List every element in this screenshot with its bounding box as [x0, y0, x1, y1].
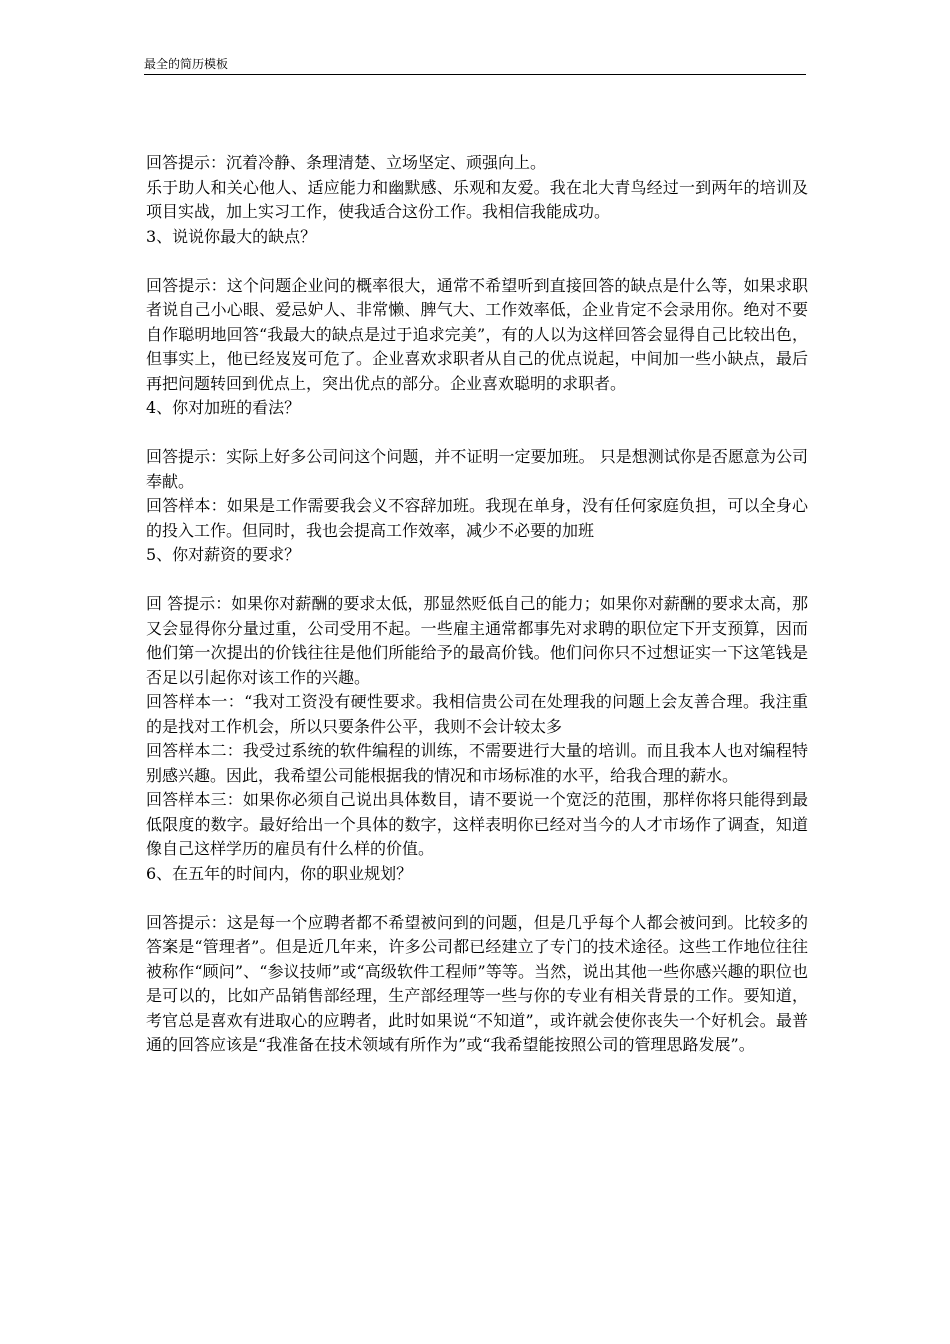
question-heading-4: 4、你对加班的看法？ [146, 398, 301, 417]
answer-sample-paragraph: 回答样本三：如果你必须自己说出具体数目，请不要说一个宽泛的范围，那样你将只能得到最低限度的数字。最好给出一个具体的数字，这样表明你已经对当今的人才市场作了调查，知道像自己这样学历的雇员有什么样的价值。 [146, 790, 808, 858]
page-header-title: 最全的简历模板 [144, 57, 229, 71]
answer-sample-paragraph: 回答样本：如果是工作需要我会义不容辞加班。我现在单身，没有任何家庭负担，可以全身心的投入工作。但同时，我也会提高工作效率，减少不必要的加班 [146, 496, 808, 540]
answer-sample-paragraph: 回答样本二：我受过系统的软件编程的训练，不需要进行大量的培训。而且我本人也对编程特别感兴趣。因此，我希望公司能根据我的情况和市场标准的水平，给我合理的薪水。 [146, 741, 808, 785]
question-heading-3: 3、说说你最大的缺点？ [146, 226, 317, 246]
answer-paragraph: 乐于助人和关心他人、适应能力和幽默感、乐观和友爱。我在北大青鸟经过一到两年的培训及项目实战，加上实习工作，使我适合这份工作。我相信我能成功。 [146, 177, 808, 221]
question-heading-6: 6、在五年的时间内，你的职业规划？ [146, 863, 413, 883]
header-divider [144, 74, 806, 75]
document-body [146, 151, 808, 1058]
question-heading-5: 5、你对薪资的要求？ [146, 545, 301, 564]
answer-hint-paragraph: 回答提示：沉着冷静、条理清楚、立场坚定、顽强向上。 [146, 153, 547, 172]
answer-hint-paragraph: 回答提示：这是每一个应聘者都不希望被问到的问题，但是几乎每个人都会被问到。比较多的答案是“管理者”。但是近几年来，许多公司都已经建立了专门的技术途径。这些工作地位往往被称作“顾问”、“参议技师”或“高级软件工程师”等等。当然，说出其他一些你感兴趣的职位也是可以的，比如产品销售部经理，生产部经理等一些与你的专业有相关背景的工作。要知道，考官总是喜欢有进取心的应聘者，此时如果说“不知道”，或许就会使你丧失一个好机会。最普通的回答应该是“我准备在技术领域有所作为”或“我希望能按照公司的管理思路发展”。 [146, 912, 808, 1054]
answer-sample-paragraph: 回答样本一：“我对工资没有硬性要求。我相信贵公司在处理我的问题上会友善合理。我注重的是找对工作机会，所以只要条件公平，我则不会计较太多 [146, 692, 808, 736]
answer-hint-paragraph: 回答提示：这个问题企业问的概率很大，通常不希望听到直接回答的缺点是什么等，如果求职者说自己小心眼、爱忌妒人、非常懒、脾气大、工作效率低，企业肯定不会录用你。绝对不要自作聪明地回答“我最大的缺点是过于追求完美”，有的人以为这样回答会显得自己比较出色，但事实上，他已经岌岌可危了。企业喜欢求职者从自己的优点说起，中间加一些小缺点，最后再把问题转回到优点上，突出优点的部分。企业喜欢聪明的求职者。 [146, 275, 808, 393]
answer-hint-paragraph: 回答提示：实际上好多公司问这个问题，并不证明一定要加班。 只是想测试你是否愿意为公司奉献。 [146, 447, 808, 491]
answer-hint-paragraph: 回 答提示：如果你对薪酬的要求太低，那显然贬低自己的能力；如果你对薪酬的要求太高，那又会显得你分量过重，公司受用不起。一些雇主通常都事先对求聘的职位定下开支预算，因而他们第一次提出的价钱往往是他们所能给予的最高价钱。他们问你只不过想证实一下这笔钱是否足以引起你对该工作的兴趣。 [146, 594, 808, 687]
